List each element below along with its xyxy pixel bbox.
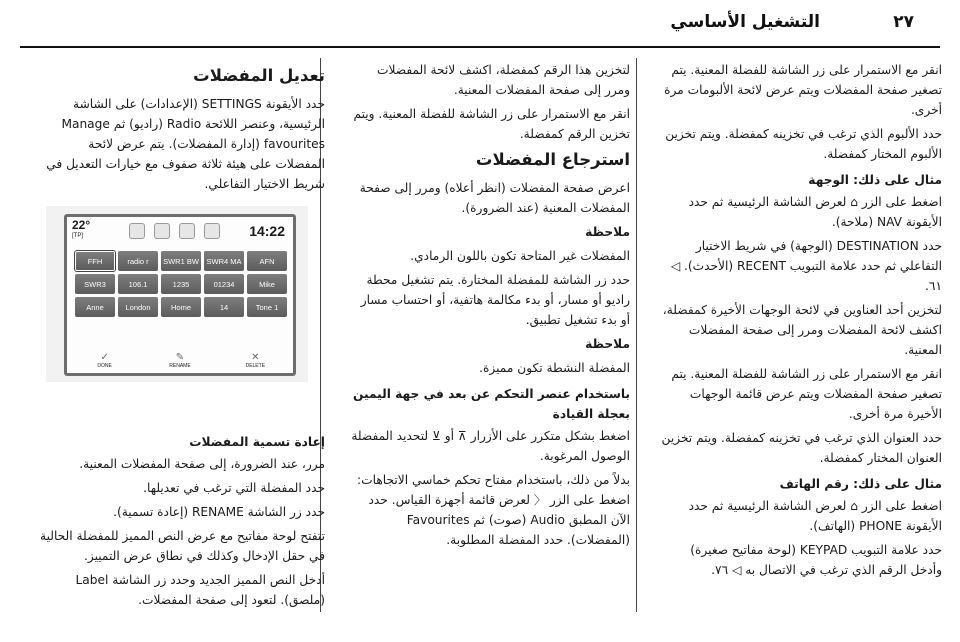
note-text: المفضلات غير المتاحة تكون باللون الرمادي. bbox=[410, 249, 630, 263]
paragraph: حدد العنوان الذي ترغب في تخزينه كمفضلة. ويتم تخزين العنوان المختار كمفضلة. bbox=[661, 431, 942, 465]
paragraph: اضغط بشكل متكرر على الأزرار ⊼ أو ⊻ لتحديد المفضلة الوصول المرغوبة. bbox=[351, 429, 630, 463]
favourite-tile[interactable]: AFN bbox=[247, 251, 287, 271]
check-icon: ✓ bbox=[100, 352, 109, 363]
page-title: التشغيل الأساسي bbox=[670, 12, 820, 32]
paragraph: انقر مع الاستمرار على زر الشاشة للفضلة المعنية. يتم تصغير صفحة المفضلات ويتم عرض قائمة الوجهات الأخيرة مرة أخرى. bbox=[671, 367, 942, 421]
paragraph: حدد الأيقونة SETTINGS (الإعدادات) على الشاشة الرئيسية، وعنصر اللائحة Radio (راديو) ثم Manage favourites (إدارة المفضلات). يتم عرض لائحة المفضلات على هيئة ثلاثة صفوف مع خيارات التعديل في شريط الاختيار التفاعلي. bbox=[46, 97, 325, 191]
example-heading: مثال على ذلك: رقم الهاتف bbox=[779, 477, 942, 491]
favourite-tile[interactable]: 01234 bbox=[204, 274, 244, 294]
favourite-tile[interactable]: SWR4 MA bbox=[204, 251, 244, 271]
paragraph: اعرض صفحة المفضلات (انظر أعلاه) ومرر إلى صفحة المفضلات المعنية (عند الضرورة). bbox=[359, 181, 630, 215]
favourite-tile[interactable]: SWR3 bbox=[75, 274, 115, 294]
favourites-grid bbox=[75, 251, 287, 317]
note-title: ملاحظة bbox=[585, 337, 630, 351]
sub-heading: باستخدام عنصر التحكم عن بعد في جهة اليمين بعجلة القيادة bbox=[353, 387, 630, 421]
nav-status-icon bbox=[179, 223, 195, 239]
favourite-tile[interactable]: Tone 1 bbox=[247, 297, 287, 317]
column-divider bbox=[636, 58, 637, 612]
rename-button[interactable] bbox=[160, 352, 200, 369]
example-heading: مثال على ذلك: الوجهة bbox=[808, 173, 942, 187]
temperature-readout bbox=[72, 220, 90, 242]
paragraph: بدلاً من ذلك، باستخدام مفتاح تحكم خماسي الاتجاهات: اضغط على الزر 〈 لعرض قائمة أجهزة القياس. حدد الآن المطبق Audio (صوت) ثم Favourites (المفضلات). حدد المفضلة المطلوبة. bbox=[357, 473, 630, 547]
paragraph: حدد الألبوم الذي ترغب في تخزينه كمفضلة. ويتم تخزين الألبوم المختار كمفضلة. bbox=[665, 127, 942, 161]
temperature-value: 22° bbox=[72, 218, 91, 232]
paragraph: أدخل النص المميز الجديد وحدد زر الشاشة Label (ملصق). لتعود إلى صفحة المفضلات. bbox=[75, 573, 325, 607]
note-title: ملاحظة bbox=[585, 225, 630, 239]
rename-label: RENAME bbox=[169, 363, 191, 369]
paragraph: لتخزين أحد العناوين في لائحة الوجهات الأخيرة كمفضلة، اكشف لائحة المفضلات ومرر إلى صفحة المفضلات المعنية. bbox=[662, 303, 942, 357]
favourite-tile[interactable]: Anne bbox=[75, 297, 115, 317]
favourite-tile[interactable]: 1235 bbox=[161, 274, 201, 294]
note-text: المفضلة النشطة تكون مميزة. bbox=[479, 361, 630, 375]
favourite-tile[interactable]: 14 bbox=[204, 297, 244, 317]
paragraph: مرر، عند الضرورة، إلى صفحة المفضلات المعنية. bbox=[79, 457, 325, 471]
infotainment-screen-figure bbox=[46, 206, 308, 382]
left-column-lower bbox=[40, 426, 325, 622]
phone-status-icon bbox=[129, 223, 145, 239]
status-icons bbox=[129, 223, 220, 239]
paragraph: اضغط على الزر ⌂ لعرض الشاشة الرئيسية ثم حدد الأيقونة PHONE (الهاتف). bbox=[688, 499, 942, 533]
paragraph: حدد زر الشاشة للمفضلة المختارة. يتم تشغيل محطة راديو أو مسار، أو بدء مكالمة هاتفية، أو احتساب مسار أو بدء تشغيل تطبيق. bbox=[360, 273, 630, 327]
favourite-tile[interactable]: 106.1 bbox=[118, 274, 158, 294]
delete-button[interactable] bbox=[235, 352, 275, 369]
clock: 14:22 bbox=[249, 223, 285, 239]
delete-label: DELETE bbox=[245, 363, 266, 369]
paragraph: تتفتح لوحة مفاتيح مع عرض النص المميز للمفضلة الحالية في حقل الإدخال وكذلك في نطاق عرض التمييز. bbox=[40, 529, 325, 563]
paragraph: حدد علامة التبويب KEYPAD (لوحة مفاتيح صغيرة) وأدخل الرقم الذي ترغب في الاتصال به ◁ ٧٦. bbox=[690, 543, 942, 577]
traffic-program-indicator: [TP] bbox=[72, 233, 84, 239]
paragraph: لتخزين هذا الرقم كمفضلة، اكشف لائحة المفضلات ومرر إلى صفحة المفضلات المعنية. bbox=[377, 63, 630, 97]
paragraph: اضغط على الزر ⌂ لعرض الشاشة الرئيسية ثم حدد الأيقونة NAV (ملاحة). bbox=[688, 195, 942, 229]
page-header bbox=[0, 0, 960, 48]
sub-heading: إعادة تسمية المفضلات bbox=[189, 435, 325, 449]
favourite-tile[interactable]: London bbox=[118, 297, 158, 317]
done-button[interactable] bbox=[85, 352, 125, 369]
pencil-icon: ✎ bbox=[175, 352, 185, 363]
settings-status-icon bbox=[204, 223, 220, 239]
favourite-tile[interactable]: Mike bbox=[247, 274, 287, 294]
section-heading: تعديل المفضلات bbox=[193, 66, 325, 85]
paragraph: حدد زر الشاشة RENAME (إعادة تسمية). bbox=[113, 505, 325, 519]
paragraph: حدد المفضلة التي ترغب في تعديلها. bbox=[143, 481, 325, 495]
header-rule bbox=[20, 46, 940, 48]
trash-icon: ✕ bbox=[251, 352, 260, 363]
favourite-tile[interactable]: SWR1 BW bbox=[161, 251, 201, 271]
paragraph: انقر مع الاستمرار على زر الشاشة للفضلة المعنية. ويتم تخزين الرقم كمفضلة. bbox=[353, 107, 630, 141]
status-bar bbox=[67, 217, 293, 245]
screen-frame bbox=[64, 214, 296, 376]
right-column bbox=[657, 60, 942, 622]
done-label: DONE bbox=[97, 363, 112, 369]
favourite-tile[interactable]: FFH bbox=[75, 251, 115, 271]
paragraph: حدد DESTINATION (الوجهة) في شريط الاختيار التفاعلي ثم حدد علامة التبويب RECENT (الأحدث). ◁ ٦١. bbox=[670, 239, 942, 293]
favourite-tile[interactable]: radio r bbox=[118, 251, 158, 271]
paragraph: انقر مع الاستمرار على زر الشاشة للفضلة المعنية. يتم تصغير صفحة المفضلات ويتم عرض لائحة الألبومات مرة أخرى. bbox=[664, 63, 942, 117]
page-number: ٢٧ bbox=[893, 12, 914, 32]
action-bar bbox=[67, 343, 293, 369]
middle-column bbox=[350, 60, 630, 622]
media-status-icon bbox=[154, 223, 170, 239]
favourite-tile[interactable]: Home bbox=[161, 297, 201, 317]
section-heading: استرجاع المفضلات bbox=[475, 150, 630, 169]
